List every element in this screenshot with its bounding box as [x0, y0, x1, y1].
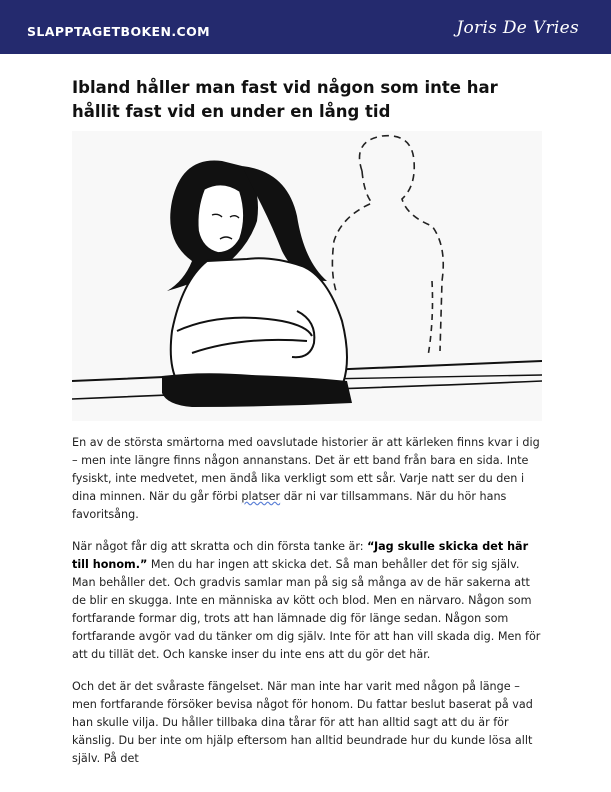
author-signature: Joris De Vries — [456, 18, 579, 38]
bold-quote: “Jag skulle skicka det här till honom.” — [72, 540, 529, 571]
paragraph: Och det är det svåraste fängelset. När man inte har varit med någon på länge – men fortfarande försöker bevisa något för honom. Du fattar beslut baserat på vad han skulle vilja. Du håller tillbaka dina tårar för att han alltid sagt att du är för känslig. Du ber inte om hjälp eftersom han alltid beundrade hur du kunde lösa allt själv. På det — [72, 680, 533, 765]
site-name[interactable]: SLAPPTAGETBOKEN.COM — [27, 24, 210, 39]
article-title: Ibland håller man fast vid någon som inte har hållit fast vid en under en lång tid — [72, 78, 498, 121]
header-bar — [0, 0, 611, 54]
article-illustration — [72, 131, 542, 421]
underlined-word: platser — [241, 490, 281, 503]
article-body — [72, 434, 542, 782]
paragraph: När något får dig att skratta och din första tanke är: “Jag skulle skicka det här till honom.” Men du har ingen att skicka det. Så man behåller det för sig själv. Man behåller det. Och gradvis samlar man på sig så många av de här sakerna att de blir en skugga. Inte en människa av kött och blod. Men en närvaro. Någon som fortfarande formar dig, trots att han lämnade dig för länge sedan. Någon som fortfarande avgör vad du tänker om dig själv. Inte för att han vill skada dig. Men för att du tillät det. Och kanske inser du inte ens att du gör det här. — [72, 540, 541, 661]
paragraph: En av de största smärtorna med oavslutade historier är att kärleken finns kvar i dig – men inte längre finns någon annanstans. Det är ett band från bara en sida. Inte fysiskt, inte medvetet, men ändå lika verkligt som ett sår. Varje natt ser du den i dina minnen. När du går förbi platser där ni var tillsammans. När du hör hans favoritsång. — [72, 436, 540, 521]
sad-woman-with-shadow-illustration-icon — [72, 131, 542, 421]
